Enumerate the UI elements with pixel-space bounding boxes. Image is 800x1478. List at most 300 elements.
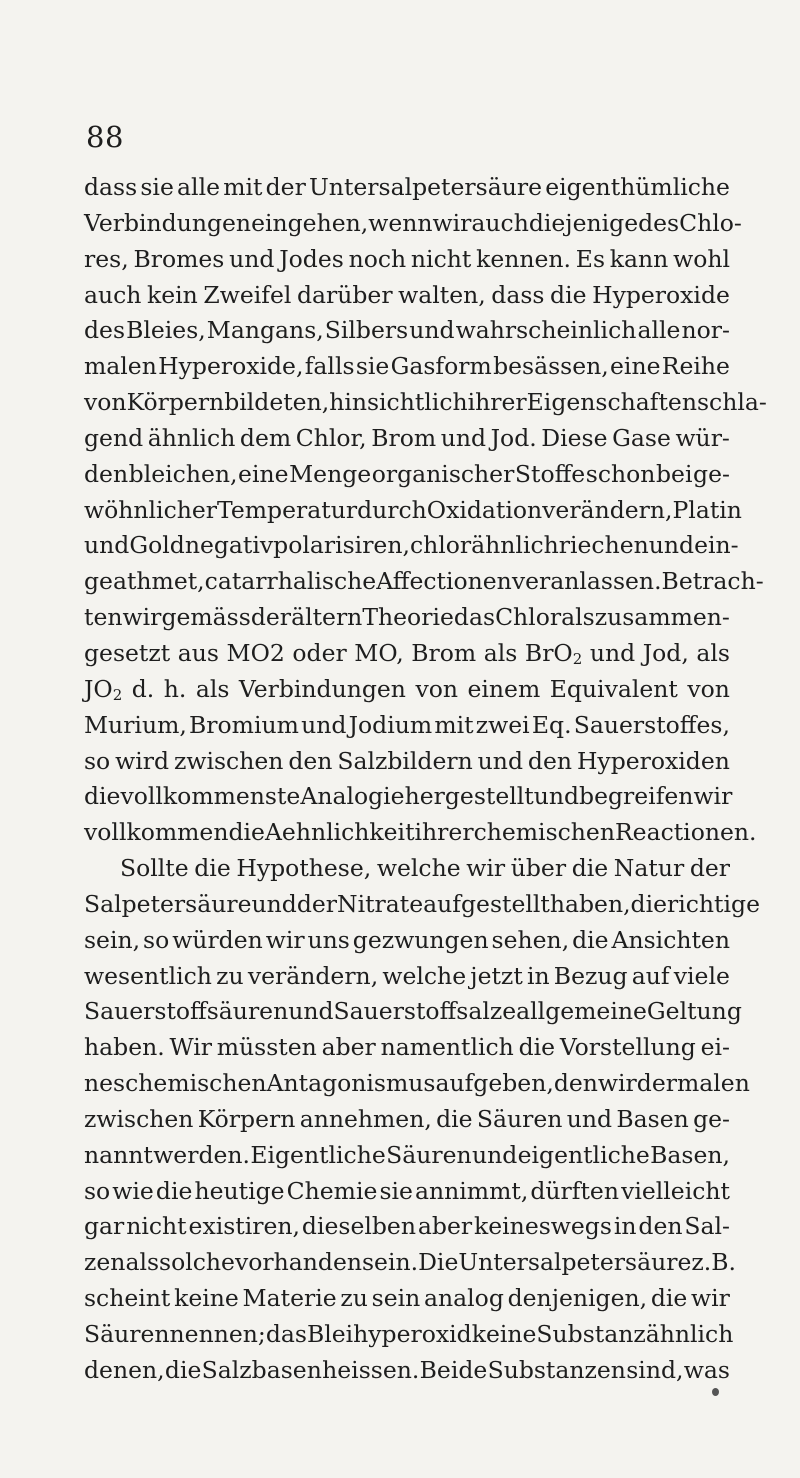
word: Betrach- xyxy=(661,567,764,596)
text-line xyxy=(84,708,730,744)
word: aufgestellt xyxy=(423,889,550,918)
word: Säuren xyxy=(84,1320,170,1348)
word: Ansichten xyxy=(611,925,730,954)
word: Wir xyxy=(169,1033,212,1062)
word: sie xyxy=(355,352,390,381)
word: Chlor xyxy=(495,603,562,632)
word: Salpetersäure xyxy=(84,889,252,918)
word: dass xyxy=(491,280,545,309)
word: ge- xyxy=(693,459,730,488)
word: eine xyxy=(610,352,661,381)
word: welche xyxy=(376,854,461,883)
word: Hyperoxiden xyxy=(576,746,730,775)
text-line xyxy=(84,672,730,708)
word: Murium, xyxy=(84,710,187,739)
word: Säuren xyxy=(476,1104,563,1133)
text-line xyxy=(84,170,730,206)
word: Salzbildern xyxy=(337,746,473,775)
text-line xyxy=(84,1353,730,1389)
word: schla- xyxy=(696,388,767,417)
word: Sauerstoffes, xyxy=(573,710,730,739)
word: dürften xyxy=(530,1176,619,1205)
word: und xyxy=(648,531,695,560)
word: Sollte xyxy=(120,854,189,883)
word: wahrscheinlich xyxy=(455,316,637,345)
word: und xyxy=(301,710,347,739)
word: wöhnlicher xyxy=(84,495,218,524)
word: vollkommenste xyxy=(120,782,301,811)
word: und xyxy=(589,638,636,667)
word: dieselben xyxy=(301,1212,416,1241)
text-line xyxy=(84,994,742,1030)
text-line xyxy=(84,493,742,529)
word: Brom xyxy=(371,423,437,452)
text-line xyxy=(84,959,730,995)
word: Gasform xyxy=(390,352,492,381)
word: Nitrate xyxy=(337,889,424,918)
word: zen xyxy=(84,1248,126,1277)
word: welche xyxy=(382,961,467,990)
word: und xyxy=(533,782,580,811)
word: das xyxy=(453,603,496,632)
word: Eigenschaften xyxy=(526,388,697,417)
word: B. xyxy=(711,1248,736,1277)
word: Chlo- xyxy=(679,208,742,237)
word: hinsichtlich xyxy=(329,388,468,417)
word: aufgeben, xyxy=(435,1069,554,1098)
word: sie xyxy=(140,173,174,201)
word: noch xyxy=(348,244,407,273)
word: z. xyxy=(691,1248,712,1277)
text-line xyxy=(84,313,730,349)
word: nennen; xyxy=(169,1320,266,1348)
word: und xyxy=(288,997,334,1026)
word: jetzt xyxy=(470,961,523,990)
word: alle xyxy=(177,173,220,201)
word: und xyxy=(229,244,275,273)
word: nicht xyxy=(126,1212,187,1241)
word: Gase xyxy=(612,423,671,452)
word: die xyxy=(84,782,121,811)
word: ältern xyxy=(291,603,363,632)
word: in xyxy=(526,961,550,990)
word: dass xyxy=(84,173,138,201)
word: die xyxy=(572,925,609,954)
word: verändern, xyxy=(247,961,379,990)
word: wenn xyxy=(368,208,433,237)
word: werden. xyxy=(153,1140,250,1169)
word: besässen, xyxy=(493,352,609,381)
word: uns xyxy=(307,925,350,954)
word: verändern, xyxy=(542,495,673,524)
page-number: 88 xyxy=(86,120,124,154)
word: chemischen xyxy=(125,1069,267,1098)
word: scheint xyxy=(84,1284,171,1313)
word: sein xyxy=(371,1284,421,1313)
word: Diese xyxy=(541,423,608,452)
word: ei- xyxy=(700,1033,730,1062)
word: Antagonismus xyxy=(266,1069,436,1098)
word: die xyxy=(155,1176,193,1205)
word: Mangans, xyxy=(206,316,324,345)
word: MO, xyxy=(354,638,404,667)
word: annimmt, xyxy=(415,1176,529,1205)
word: res, xyxy=(84,244,129,273)
word: bildeten, xyxy=(224,388,330,417)
word: hergestellt xyxy=(404,782,534,811)
word: wür- xyxy=(675,423,730,452)
text-line xyxy=(84,242,730,278)
word: namentlich xyxy=(380,1033,514,1062)
word: Menge xyxy=(289,459,372,488)
word: Beide xyxy=(419,1355,488,1384)
text-line xyxy=(84,1174,730,1210)
word: ten xyxy=(84,603,123,632)
word: geathmet, xyxy=(84,567,205,596)
word: und xyxy=(477,746,523,775)
text-line xyxy=(84,923,730,959)
word: als xyxy=(483,638,518,667)
word: Jod. xyxy=(490,423,537,452)
text-line xyxy=(84,1066,750,1102)
word: zwischen xyxy=(84,1104,194,1133)
word: einem xyxy=(467,674,541,703)
word: von xyxy=(415,674,458,703)
word: oder xyxy=(292,638,347,667)
word: haben, xyxy=(549,889,631,918)
body-text xyxy=(84,170,767,1389)
word: wir xyxy=(265,925,305,954)
word: Materie xyxy=(242,1284,337,1313)
word: müssten xyxy=(216,1033,317,1062)
word: Bromes xyxy=(133,244,225,273)
word: und xyxy=(566,1104,613,1133)
word: die xyxy=(194,854,231,883)
word: mit xyxy=(434,710,474,739)
word: wie xyxy=(112,1176,154,1205)
word: nannt xyxy=(84,1140,153,1169)
word: das xyxy=(265,1320,307,1348)
text-line xyxy=(84,744,730,780)
word: Vorstellung xyxy=(559,1033,696,1062)
word: ein- xyxy=(694,531,739,560)
text-line xyxy=(84,851,730,887)
word: Affectionen xyxy=(376,567,512,596)
word: bei xyxy=(656,459,693,488)
word: zwischen xyxy=(173,746,284,775)
word: begreifen xyxy=(579,782,694,811)
word: Bleies, xyxy=(126,316,206,345)
word: MO2 xyxy=(226,638,285,667)
word: bleichen, xyxy=(128,459,238,488)
text-line xyxy=(84,528,739,564)
word: wird xyxy=(115,746,170,775)
word: polarisiren, xyxy=(273,531,410,560)
word: Salzbasen xyxy=(201,1355,322,1384)
word: analog xyxy=(424,1284,504,1313)
word: Bezug xyxy=(553,961,628,990)
word: der xyxy=(250,603,292,632)
word: wir xyxy=(691,1284,730,1313)
word: allgemeine xyxy=(516,997,647,1026)
word: annehmen, xyxy=(299,1104,432,1133)
word: den xyxy=(527,746,573,775)
word: kann xyxy=(609,244,669,273)
word: BrO$_2$ xyxy=(524,638,583,668)
word: Verbindungen xyxy=(238,674,406,703)
word: und xyxy=(471,1140,518,1169)
text-line xyxy=(84,636,730,672)
word: den xyxy=(84,459,129,488)
word: auf xyxy=(631,961,670,990)
word: riechen xyxy=(558,531,649,560)
word: die xyxy=(550,280,587,309)
word: denen, xyxy=(84,1355,165,1384)
word: $JO_2$ xyxy=(84,674,123,704)
word: die xyxy=(650,1284,688,1313)
word: chlorähnlich xyxy=(409,531,559,560)
word: eigenthümliche xyxy=(545,173,730,201)
word: Silbers xyxy=(324,316,409,345)
word: h. xyxy=(163,674,187,703)
word: über xyxy=(510,854,567,883)
word: walten, xyxy=(398,280,486,309)
word: sie xyxy=(379,1176,413,1205)
word: Substanz xyxy=(536,1320,646,1348)
word: dem xyxy=(239,423,292,452)
word: so xyxy=(84,1176,111,1205)
word: und xyxy=(84,531,130,560)
word: Sauerstoffsalze xyxy=(333,997,517,1026)
word: alle xyxy=(637,316,681,345)
word: von xyxy=(84,388,127,417)
word: Jodes xyxy=(279,244,344,273)
word: viele xyxy=(673,961,730,990)
word: ge- xyxy=(693,1104,730,1133)
word: wir xyxy=(597,1069,637,1098)
word: Natur xyxy=(613,854,685,883)
word: wesentlich xyxy=(84,961,212,990)
word: ähnlich xyxy=(645,1320,734,1348)
word: Eigentliche xyxy=(250,1140,386,1169)
word: als xyxy=(125,1248,160,1277)
word: darüber xyxy=(296,280,393,309)
word: wir xyxy=(432,208,472,237)
word: diejenige xyxy=(528,208,639,237)
word: Zweifel xyxy=(203,280,292,309)
word: gend xyxy=(84,423,144,452)
text-line xyxy=(84,600,730,636)
word: auch xyxy=(471,208,529,237)
word: die xyxy=(164,1355,202,1384)
word: als xyxy=(696,638,730,667)
word: Untersalpetersäure xyxy=(458,1248,692,1277)
word: in xyxy=(613,1212,637,1241)
word: Oxidation xyxy=(426,495,543,524)
word: den xyxy=(553,1069,598,1098)
word: wir xyxy=(466,854,506,883)
word: durch xyxy=(357,495,427,524)
word: die xyxy=(571,854,609,883)
word: Chlor, xyxy=(295,423,367,452)
word: vorhanden xyxy=(234,1248,362,1277)
word: der xyxy=(689,854,730,883)
word: kein xyxy=(147,280,198,309)
word: gemäss xyxy=(161,603,251,632)
word: gezwungen xyxy=(352,925,489,954)
word: aber xyxy=(321,1033,376,1062)
word: gesetzt xyxy=(84,638,171,667)
text-line xyxy=(84,457,730,493)
word: Equivalent xyxy=(549,674,678,703)
text-line xyxy=(84,779,733,815)
word: vielleicht xyxy=(621,1176,730,1205)
word: eingehen, xyxy=(251,208,369,237)
text-line xyxy=(84,1102,730,1138)
word: Temperatur xyxy=(217,495,358,524)
word: nor- xyxy=(681,316,730,345)
word: Reactionen. xyxy=(614,818,757,847)
word: veranlassen. xyxy=(511,567,662,596)
word: so xyxy=(143,925,170,954)
word: Stoffe xyxy=(514,459,586,488)
word: sind, xyxy=(626,1355,684,1384)
word: Geltung xyxy=(646,997,742,1026)
word: aus xyxy=(177,638,219,667)
word: zwei xyxy=(475,710,530,739)
word: Bromium xyxy=(189,710,299,739)
text-line xyxy=(84,278,730,314)
word: würden xyxy=(172,925,263,954)
word: Jod, xyxy=(642,638,689,667)
word: Substanzen xyxy=(487,1355,626,1384)
text-line xyxy=(84,1245,736,1281)
word: was xyxy=(683,1355,730,1384)
word: nicht xyxy=(410,244,472,273)
word: malen xyxy=(84,352,157,381)
word: dermalen xyxy=(636,1069,750,1098)
word: keineswegs xyxy=(474,1212,612,1241)
word: und xyxy=(440,423,487,452)
word: den xyxy=(288,746,333,775)
word: zusammen- xyxy=(594,603,730,632)
word: ähnlich xyxy=(147,423,236,452)
text-line xyxy=(84,1281,730,1317)
word: die xyxy=(518,1033,556,1062)
word: denjenigen, xyxy=(507,1284,648,1313)
word: organischer xyxy=(371,459,515,488)
text-line xyxy=(84,1138,730,1174)
word: der xyxy=(296,889,338,918)
word: Hyperoxide xyxy=(592,280,730,309)
word: chemischen xyxy=(473,818,615,847)
word: vollkommen xyxy=(84,818,229,847)
word: zu xyxy=(340,1284,368,1313)
word: Eq. xyxy=(531,710,572,739)
word: so xyxy=(84,746,111,775)
word: Hypothese, xyxy=(236,854,372,883)
word: Analogie xyxy=(300,782,405,811)
word: auch xyxy=(84,280,142,309)
word: Verbindungen xyxy=(84,208,252,237)
word: schon xyxy=(585,459,656,488)
word: wohl xyxy=(673,244,730,273)
word: Platin xyxy=(672,495,742,524)
text-line xyxy=(84,815,757,851)
word: keine xyxy=(471,1320,537,1348)
word: keine xyxy=(174,1284,239,1313)
word: haben. xyxy=(84,1033,165,1062)
word: als xyxy=(561,603,595,632)
word: Sauerstoffsäuren xyxy=(84,997,289,1026)
word: eigentliche xyxy=(517,1140,650,1169)
word: kennen. xyxy=(476,244,572,273)
word: wir xyxy=(122,603,162,632)
word: Theorie xyxy=(362,603,454,632)
ink-speck xyxy=(712,1388,719,1396)
word: und xyxy=(251,889,297,918)
text-line xyxy=(84,1030,730,1066)
word: zu xyxy=(216,961,244,990)
word: Chemie xyxy=(286,1176,378,1205)
word: Sal- xyxy=(684,1212,730,1241)
word: richtige xyxy=(667,889,760,918)
word: catarrhalische xyxy=(204,567,377,596)
text-line xyxy=(84,564,764,600)
text-line xyxy=(84,887,760,923)
word: des xyxy=(638,208,680,237)
word: Jodium xyxy=(348,710,433,739)
word: die xyxy=(436,1104,473,1133)
word: sein, xyxy=(84,925,141,954)
text-line xyxy=(84,1317,734,1353)
word: mit xyxy=(223,173,263,201)
word: Aehnlichkeit xyxy=(264,818,415,847)
text-line xyxy=(84,421,730,457)
word: als xyxy=(195,674,230,703)
word: wir xyxy=(693,782,733,811)
word: Hyperoxide, xyxy=(158,352,304,381)
text-line xyxy=(84,349,730,385)
word: Körpern xyxy=(126,388,225,417)
word: des xyxy=(84,316,126,345)
word: der xyxy=(265,173,306,201)
word: die xyxy=(228,818,265,847)
word: Die xyxy=(418,1248,459,1277)
word: Säuren xyxy=(386,1140,472,1169)
word: ihrer xyxy=(414,818,474,847)
text-line xyxy=(84,1209,730,1245)
word: Basen, xyxy=(650,1140,730,1169)
word: d. xyxy=(131,674,155,703)
word: eine xyxy=(238,459,289,488)
text-line xyxy=(84,206,742,242)
text-line xyxy=(84,385,767,421)
word: Gold xyxy=(129,531,185,560)
word: von xyxy=(687,674,730,703)
word: Basen xyxy=(616,1104,689,1133)
word: Es xyxy=(575,244,606,273)
word: gar xyxy=(84,1212,125,1241)
word: den xyxy=(638,1212,683,1241)
word: falls xyxy=(304,352,355,381)
word: sein. xyxy=(362,1248,419,1277)
word: ihrer xyxy=(467,388,527,417)
word: Reihe xyxy=(661,352,730,381)
word: solche xyxy=(159,1248,235,1277)
word: nes xyxy=(84,1069,126,1098)
word: sehen, xyxy=(491,925,570,954)
